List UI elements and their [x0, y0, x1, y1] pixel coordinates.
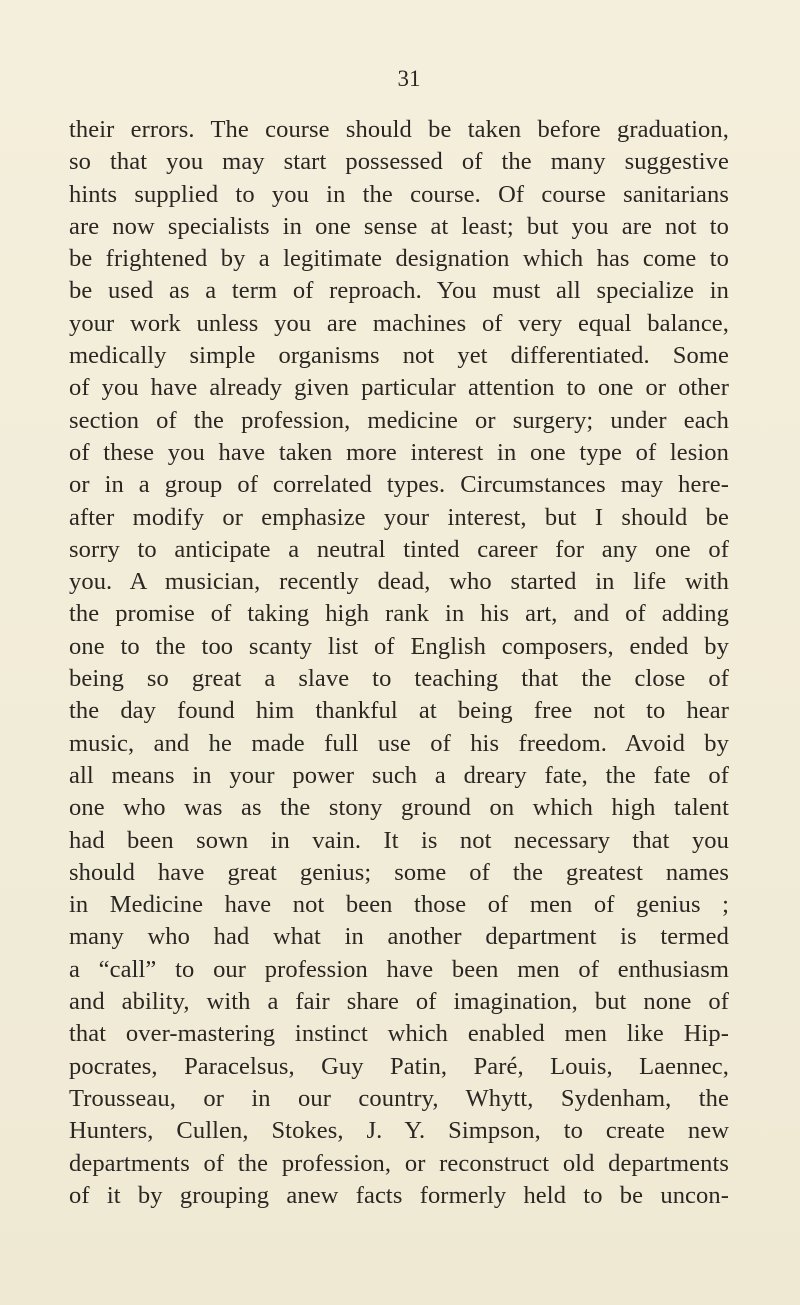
text-line: one to the too scanty list of English composers, ended by — [69, 632, 729, 660]
text-line: the promise of taking high rank in his art, and of adding — [69, 600, 729, 628]
text-line: should have great genius; some of the greatest names — [69, 858, 729, 886]
text-line: one who was as the stony ground on which high talent — [69, 794, 729, 822]
text-line: be frightened by a legitimate designation which has come to — [69, 245, 729, 273]
text-line: a “call” to our profession have been men of enthusiasm — [69, 955, 729, 983]
text-line: the day found him thankful at being free not to hear — [69, 697, 729, 725]
text-line: your work unless you are machines of very equal balance, — [69, 309, 729, 337]
text-line: that over-mastering instinct which enabled men like Hip- — [69, 1020, 729, 1048]
text-line: or in a group of correlated types. Circumstances may here- — [69, 471, 729, 499]
text-line: and ability, with a fair share of imagination, but none of — [69, 988, 729, 1016]
text-line: Trousseau, or in our country, Whytt, Sydenham, the — [69, 1084, 729, 1112]
text-line: be used as a term of reproach. You must all specialize in — [69, 277, 729, 305]
text-line: hints supplied to you in the course. Of course sanitarians — [69, 180, 729, 208]
text-line: their errors. The course should be taken before graduation, — [69, 116, 729, 143]
text-line: music, and he made full use of his freedom. Avoid by — [69, 729, 729, 757]
text-line: section of the profession, medicine or surgery; under each — [69, 406, 729, 434]
text-line: medically simple organisms not yet differentiated. Some — [69, 342, 729, 370]
text-line: of you have already given particular attention to one or other — [69, 374, 729, 402]
page-number: 31 — [397, 66, 421, 91]
text-line: of these you have taken more interest in one type of lesion — [69, 438, 729, 466]
text-line: had been sown in vain. It is not necessary that you — [69, 826, 729, 854]
body-text — [69, 114, 729, 1212]
text-line: many who had what in another department is termed — [69, 923, 729, 951]
text-line: of it by grouping anew facts formerly held to be uncon- — [69, 1181, 729, 1209]
text-line: are now specialists in one sense at least; but you are not to — [69, 212, 729, 240]
text-line: Hunters, Cullen, Stokes, J. Y. Simpson, to create new — [69, 1117, 729, 1145]
text-line: pocrates, Paracelsus, Guy Patin, Paré, Louis, Laennec, — [69, 1052, 729, 1080]
text-line: departments of the profession, or reconstruct old departments — [69, 1149, 729, 1177]
text-line: in Medicine have not been those of men of genius ; — [69, 891, 729, 919]
text-line: you. A musician, recently dead, who started in life with — [69, 568, 729, 596]
text-line: all means in your power such a dreary fate, the fate of — [69, 761, 729, 789]
text-line: sorry to anticipate a neutral tinted career for any one of — [69, 535, 729, 563]
text-line: after modify or emphasize your interest, but I should be — [69, 503, 729, 531]
text-line: being so great a slave to teaching that the close of — [69, 665, 729, 693]
text-line: so that you may start possessed of the many suggestive — [69, 148, 729, 176]
